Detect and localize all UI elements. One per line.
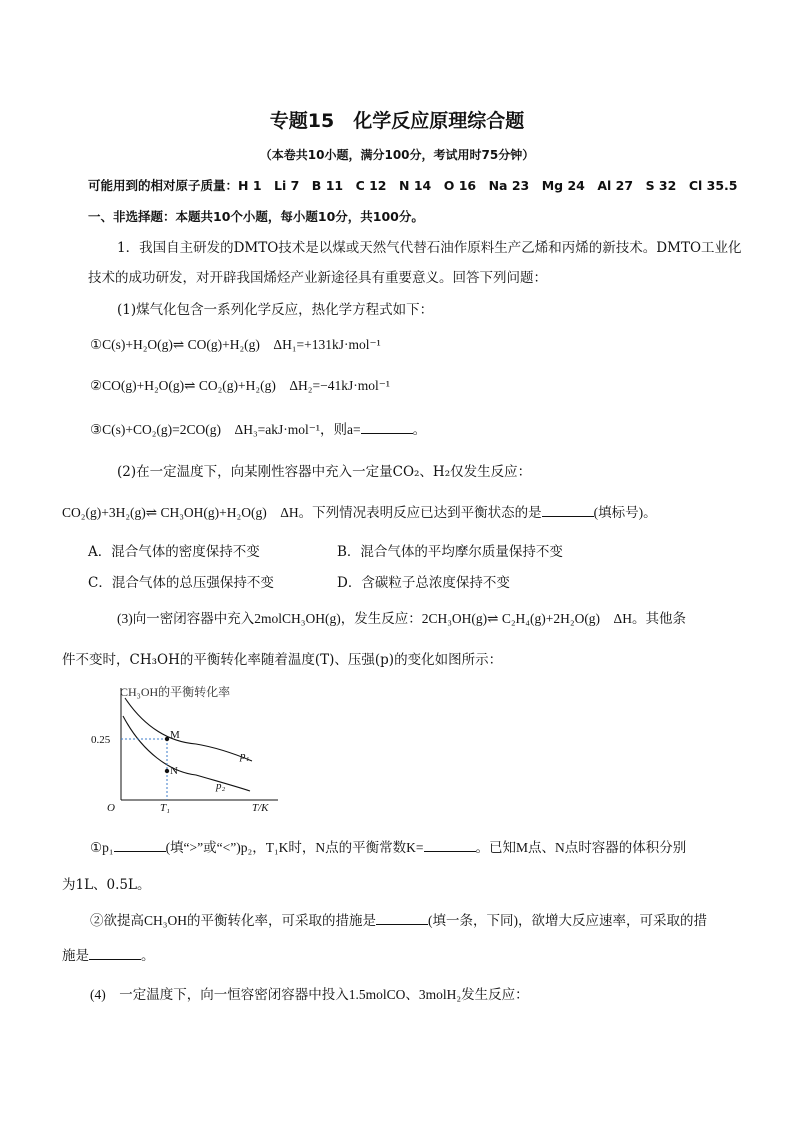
exam-info: （本卷共10小题，满分100分，考试用时75分钟） <box>259 148 535 162</box>
subq1-line-2: 为1L、0.5L。 <box>62 877 151 893</box>
conversion-chart <box>90 680 290 816</box>
y-axis-title: CH₃OH的平衡转化率 <box>120 685 231 699</box>
question-intro-2: 技术的成功研发，对开辟我国烯烃产业新途径具有重要意义。回答下列问题： <box>88 270 547 286</box>
point-n <box>165 769 169 773</box>
part2-question: 。下列情况表明反应已达到平衡状态的是 <box>298 505 542 520</box>
section-heading: 一、非选择题：本题共10个小题，每小题10分，共100分。 <box>88 209 424 224</box>
point-m-label: M <box>170 729 180 741</box>
x-tick-label: T₁ <box>160 802 170 814</box>
part3-text: (3)向一密闭容器中充入2molCH₃OH(g)，发生反应： <box>117 611 422 626</box>
option-a: A．混合气体的密度保持不变 <box>88 544 260 560</box>
answer-blank-k[interactable] <box>424 839 476 852</box>
subq2-line2-end: 。 <box>141 948 155 964</box>
part3-tail: 。其他条 <box>632 611 686 626</box>
curve-p1 <box>125 698 252 761</box>
subq1-end: 。已知M点、N点时容器的体积分别 <box>475 840 687 855</box>
equation-3: ③C(s)+CO₂(g)=2CO(g) ΔH₃=akJ·mol⁻¹，则a= 。 <box>90 422 427 437</box>
series-p2-label: p₂ <box>216 780 226 792</box>
subq2-line <box>90 909 707 929</box>
part3-line <box>117 607 686 627</box>
subq2-line2-start: 施是 <box>62 948 89 964</box>
answer-blank-measure[interactable] <box>376 912 428 925</box>
equation-3-tail: ，则a= <box>319 422 361 437</box>
subq1-mid: (填“>”或“<”)p₂，T₁K时，N点的平衡常数K= <box>165 840 424 855</box>
part1-text: (1)煤气化包含一系列化学反应，热化学方程式如下： <box>117 302 434 318</box>
origin-label: O <box>107 802 115 814</box>
part4-text: (4) 一定温度下，向一恒容密闭容器中投入1.5molCO、3molH₂发生反应： <box>90 987 529 1002</box>
subq2-line-2 <box>62 944 155 964</box>
option-d: D．含碳粒子总浓度保持不变 <box>337 575 510 591</box>
y-tick-label: 0.25 <box>91 734 111 746</box>
answer-blank-equilibrium[interactable] <box>542 504 594 517</box>
subq2-mid: (填一条，下同)，欲增大反应速率，可采取的措 <box>427 913 707 928</box>
part2-equation: CO₂(g)+3H₂(g)⇌ CH₃OH(g)+H₂O(g) ΔH <box>62 505 299 520</box>
part3-line-2: 件不变时，CH₃OH的平衡转化率随着温度(T)、压强(p)的变化如图所示： <box>62 652 503 668</box>
page-title: 专题15 化学反应原理综合题 <box>269 110 525 132</box>
subq2-start: ②欲提高CH₃OH的平衡转化率，可采取的措施是 <box>90 913 376 928</box>
answer-blank-a[interactable] <box>361 421 413 434</box>
point-n-label: N <box>170 765 178 777</box>
x-axis-title: T/K <box>252 802 269 814</box>
atomic-masses: 可能用到的相对原子质量：H 1 Li 7 B 11 C 12 N 14 O 16 Na 23 Mg 24 Al 27 S 32 Cl 35.5 <box>88 178 738 193</box>
answer-blank-rate[interactable] <box>89 947 141 960</box>
answer-blank-pressure[interactable] <box>114 839 166 852</box>
series-p1-label: p₁ <box>240 750 250 762</box>
point-m <box>165 737 169 741</box>
part2-question-end: (填标号)。 <box>593 505 657 520</box>
equation-1: ①C(s)+H₂O(g)⇌ CO(g)+H₂(g) ΔH₁=+131kJ·mol⁻¹ <box>90 337 381 352</box>
part3-equation: 2CH₃OH(g)⇌ C₂H₄(g)+2H₂O(g) ΔH <box>421 611 632 626</box>
equation-2: ②CO(g)+H₂O(g)⇌ CO₂(g)+H₂(g) ΔH₂=−41kJ·mol⁻¹ <box>90 378 390 393</box>
subq1-start: ①p₁ <box>90 840 114 855</box>
part2-text: (2)在一定温度下，向某刚性容器中充入一定量CO₂、H₂仅发生反应： <box>117 464 532 480</box>
equation-3-body: ③C(s)+CO₂(g)=2CO(g) ΔH₃=akJ·mol⁻¹ <box>90 422 320 437</box>
option-c: C．混合气体的总压强保持不变 <box>88 575 274 591</box>
question-intro: 1．我国自主研发的DMTO技术是以煤或天然气代替石油作原料生产乙烯和丙烯的新技术。DMTO工业化 <box>117 240 742 256</box>
part2-equation-line <box>62 501 657 521</box>
subq1-line <box>90 836 686 856</box>
option-b: B．混合气体的平均摩尔质量保持不变 <box>337 544 563 560</box>
